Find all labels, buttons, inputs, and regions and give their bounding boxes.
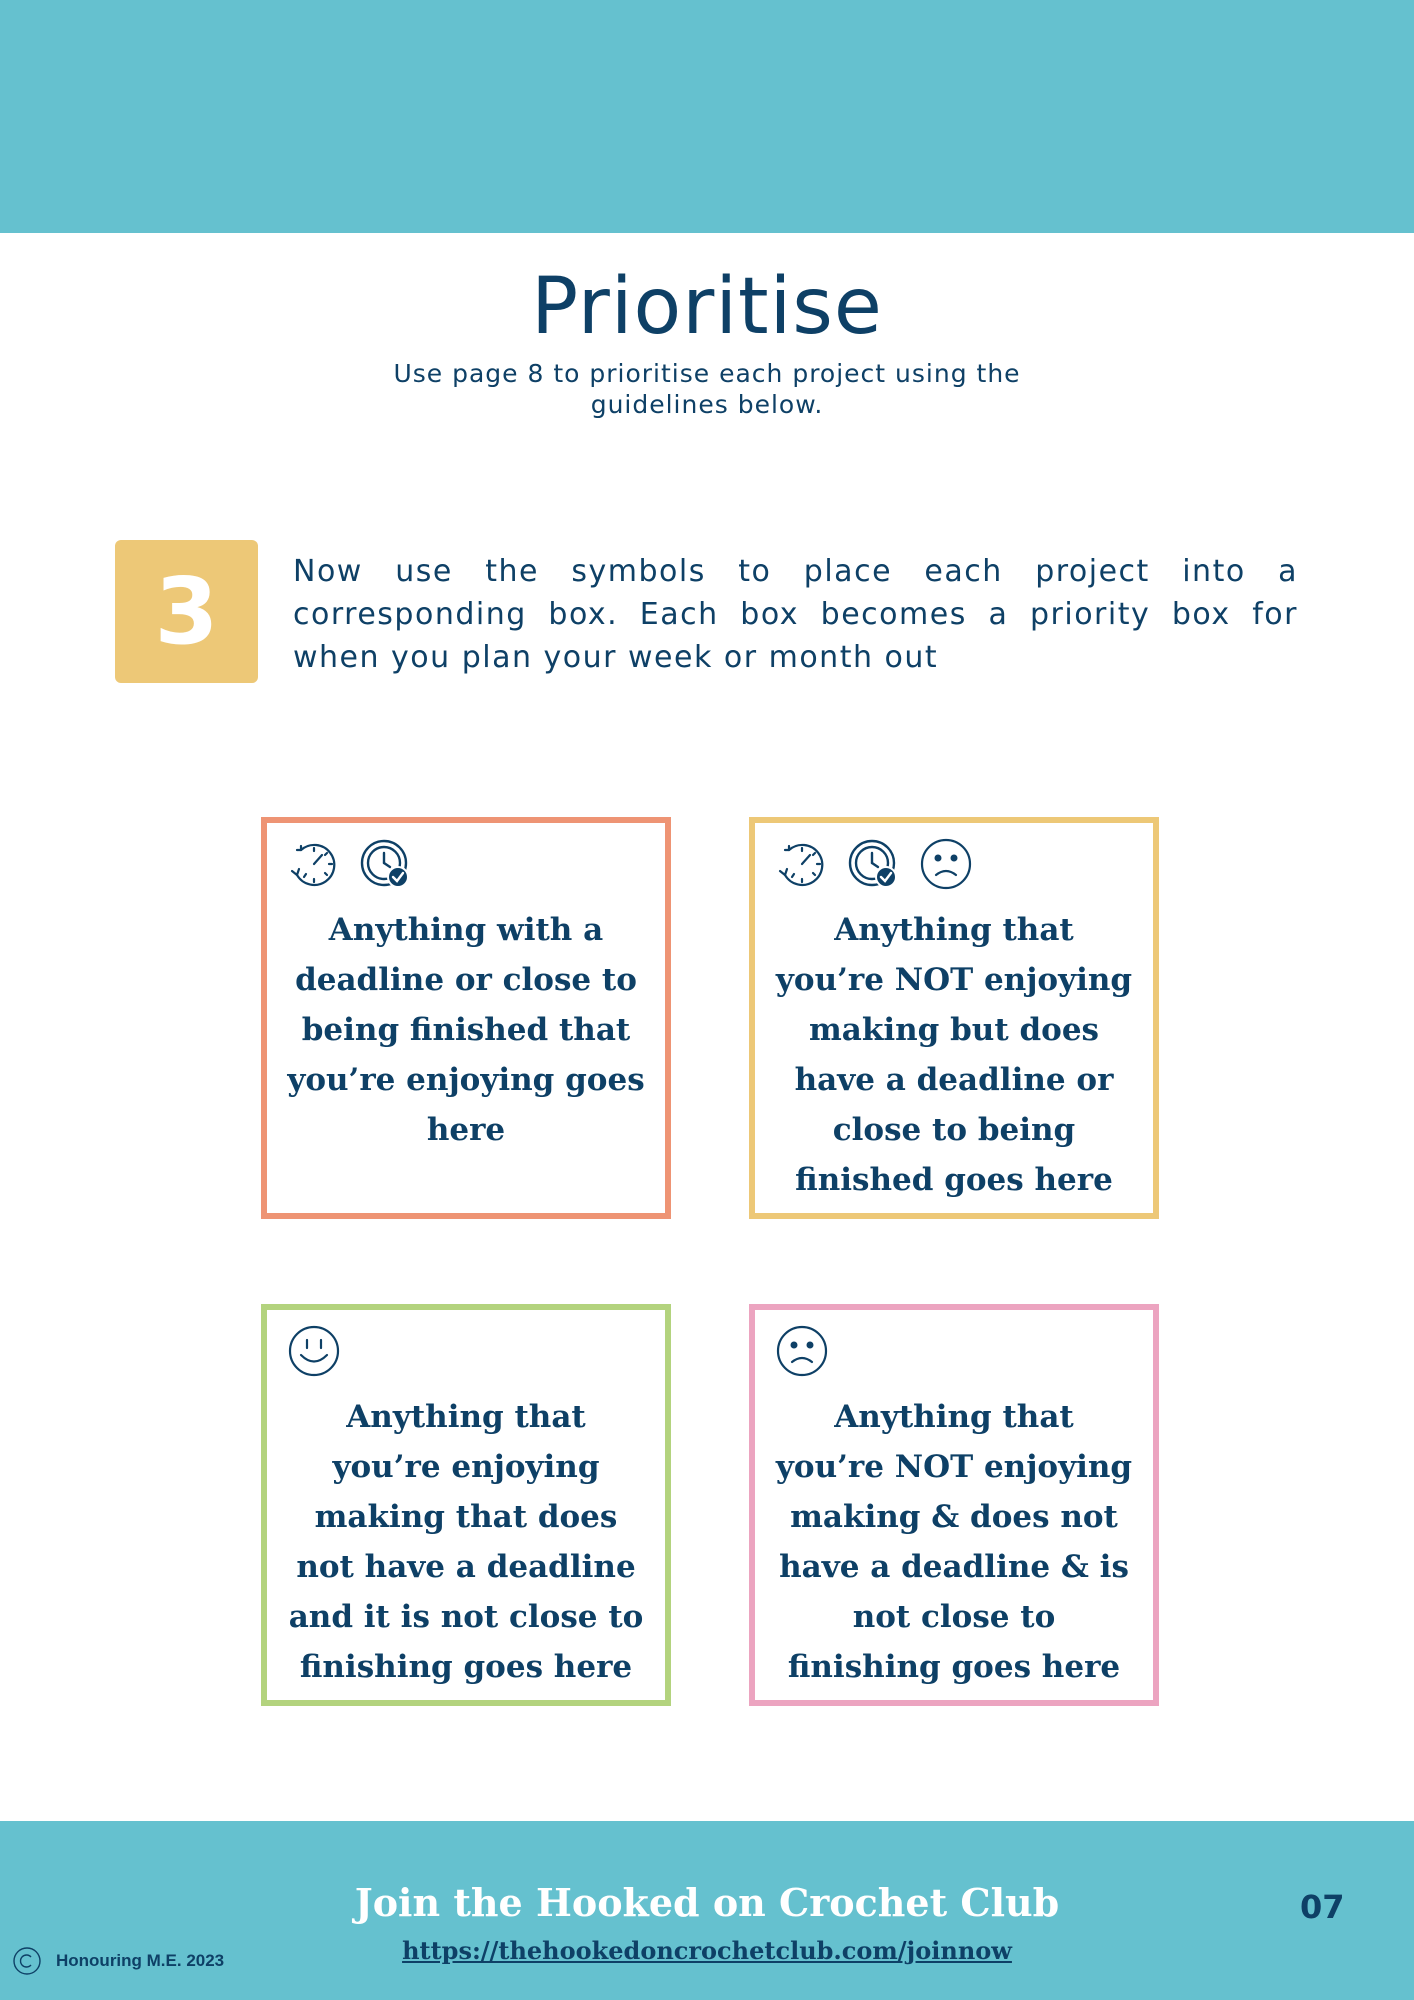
page-subtitle: Use page 8 to prioritise each project using the guidelines below. [393,359,1021,419]
priority-box-enjoying-deadline [261,817,671,1219]
page-title: Prioritise [531,262,883,352]
page-number: 07 [1300,1888,1345,1926]
club-title: Join the Hooked on Crochet Club [354,1880,1060,1925]
priority-box-enjoying-no-deadline [261,1304,671,1706]
sad-face-icon [775,1324,829,1378]
box-text: Anything with a deadline or close to being finished that you’re enjoying goes here [287,912,645,1148]
copyright-text: Honouring M.E. 2023 [56,1951,225,1970]
header-band [0,0,1414,233]
priority-box-not-enjoying-no-deadline [749,1304,1159,1706]
step-instruction: Now use the symbols to place each project into a corresponding box. Each box becomes a priority box for when you plan your week or month out [293,554,1298,675]
box-icons [775,837,973,891]
box-icons [775,1324,829,1378]
smiley-face-icon [287,1324,341,1378]
stopwatch-icon [775,837,829,891]
box-text: Anything that you’re NOT enjoying making & does not have a deadline & is not close to finishing goes here [775,1399,1133,1685]
box-text: Anything that you’re enjoying making that does not have a deadline and it is not close to finishing goes here [288,1399,644,1685]
clock-check-icon [359,837,413,891]
clock-check-icon [847,837,901,891]
sad-face-icon [919,837,973,891]
priority-box-not-enjoying-deadline [749,817,1159,1219]
copyright-notice [12,1946,224,1976]
box-icons [287,837,413,891]
club-join-link[interactable]: https://thehookedoncrochetclub.com/joinnow [402,1936,1012,1965]
box-text: Anything that you’re NOT enjoying making but does have a deadline or close to being finished goes here [775,912,1133,1198]
step-number-badge: 3 [115,540,258,683]
box-icons [287,1324,341,1378]
copyright-icon [12,1946,42,1976]
stopwatch-icon [287,837,341,891]
